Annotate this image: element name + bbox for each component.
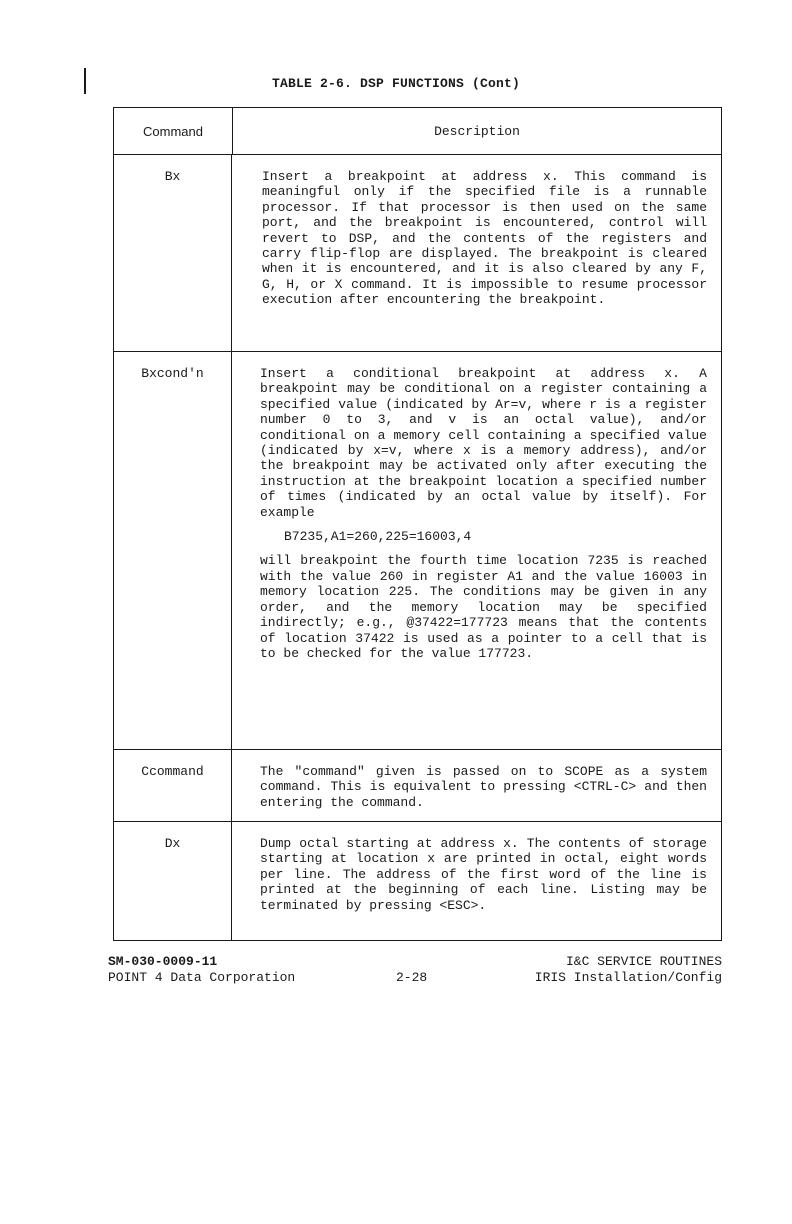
description-paragraph: Insert a conditional breakpoint at address x. A breakpoint may be conditional on a register containing a specified value (indicated by Ar=v, where r is a register number 0 to 3, and v is an octal value), and/or conditional on a memory cell containing a specified value (indicated by x=v, where x is a memory address), and/or the breakpoint may be activated only after executing the instruction at the breakpoint location a specified number of times (indicated by an octal value by itself). For example xyxy=(260,366,707,520)
manual-title: IRIS Installation/Config xyxy=(534,970,722,985)
table-title: TABLE 2-6. DSP FUNCTIONS (Cont) xyxy=(271,76,521,91)
description-cell xyxy=(232,750,721,821)
example-command: B7235,A1=260,225=16003,4 xyxy=(284,529,472,545)
company-name: POINT 4 Data Corporation xyxy=(108,970,296,985)
description-paragraph: Dump octal starting at address x. The contents of storage starting at location x are printed in octal, eight words per line. The address of the first word of the line is printed at the beginning of each line. Listing may be terminated by pressing <ESC>. xyxy=(260,836,707,913)
description-paragraph: Insert a breakpoint at address x. This command is meaningful only if the specified file is a runnable processor. If that processor is then used on the same port, and the breakpoint is encountered, control will revert to DSP, and the contents of the registers and carry flip-flop are displayed. The breakpoint is cleared when it is encountered, and it is also cleared by any F, G, H, or X command. It is impossible to resume processor execution after encountering the breakpoint. xyxy=(262,169,707,308)
command-cell: Dx xyxy=(114,822,232,940)
table-row-ccommand xyxy=(114,750,721,822)
table-header xyxy=(114,108,721,155)
command-cell: Bx xyxy=(114,155,232,351)
page-number: 2-28 xyxy=(396,970,428,985)
command-cell: Bxcond'n xyxy=(114,352,232,749)
description-cell xyxy=(232,155,721,351)
header-description: Description xyxy=(434,123,520,139)
description-paragraph: The "command" given is passed on to SCOPE as a system command. This is equivalent to pressing <CTRL-C> and then entering the command. xyxy=(260,764,707,810)
command-cell: Ccommand xyxy=(114,750,232,821)
description-paragraph: will breakpoint the fourth time location 7235 is reached with the value 260 in register A1 and the value 16003 in memory location 225. The conditions may be given in any order, and the memory location may be specified indirectly; e.g., @37422=177723 means that the contents of location 37422 is used as a pointer to a cell that is to be checked for the value 177723. xyxy=(260,553,707,661)
doc-number: SM-030-0009-11 xyxy=(108,954,218,969)
footer-left xyxy=(108,954,295,986)
dsp-functions-table xyxy=(113,107,722,941)
description-cell xyxy=(232,352,721,749)
footer-right xyxy=(535,954,722,986)
table-row-dx xyxy=(114,822,721,940)
section-title: I&C SERVICE ROUTINES xyxy=(565,954,722,969)
table-row-bx xyxy=(114,155,721,352)
header-command: Command xyxy=(114,108,233,154)
description-cell xyxy=(232,822,721,940)
table-row-bxcondn xyxy=(114,352,721,750)
